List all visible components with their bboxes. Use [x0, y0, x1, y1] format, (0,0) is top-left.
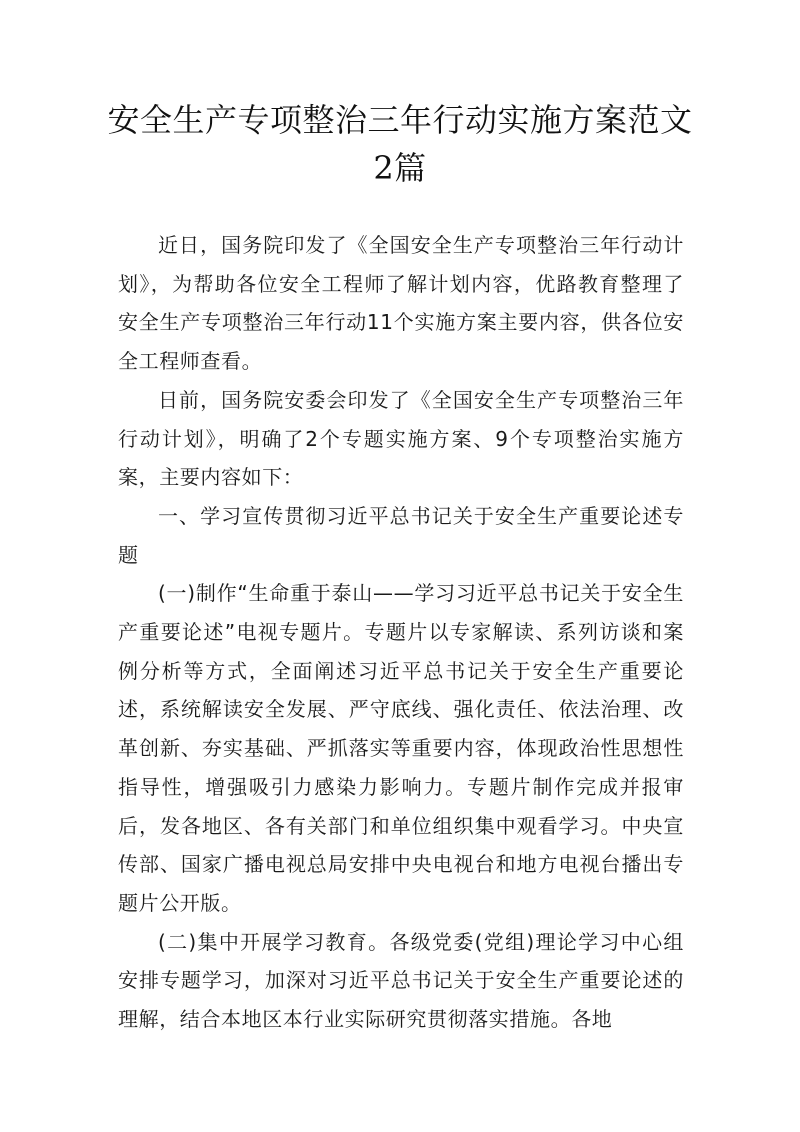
paragraph-overview: 日前，国务院安委会印发了《全国安全生产专项整治三年行动计划》，明确了2个专题实施方案、9个专项整治实施方案，主要内容如下：: [118, 387, 684, 490]
paragraph-intro: 近日，国务院印发了《全国安全生产专项整治三年行动计划》，为帮助各位安全工程师了解计划内容，优路教育整理了安全生产专项整治三年行动11个实施方案主要内容，供各位安全工程师查看。: [118, 233, 684, 374]
paragraph-item-2: (二)集中开展学习教育。各级党委(党组)理论学习中心组安排专题学习，加深对习近平总书记关于安全生产重要论述的理解，结合本地区本行业实际研究贯彻落实措施。各地: [118, 929, 684, 1032]
title-line-2: 2篇: [373, 149, 427, 187]
title-line-1: 安全生产专项整治三年行动实施方案范文: [107, 101, 693, 139]
paragraph-item-1: (一)制作“生命重于泰山——学习习近平总书记关于安全生产重要论述”电视专题片。专题片以专家解读、系列访谈和案例分析等方式，全面阐述习近平总书记关于安全生产重要论述，系统解读安全发展、严守底线、强化责任、依法治理、改革创新、夯实基础、严抓落实等重要内容，体现政治性思想性指导性，增强吸引力感染力影响力。专题片制作完成并报审后，发各地区、各有关部门和单位组织集中观看学习。中央宣传部、国家广播电视总局安排中央电视台和地方电视台播出专题片公开版。: [118, 581, 684, 915]
document-title: [100, 96, 700, 192]
document-body: [118, 226, 684, 1039]
section-heading-1: 一、学习宣传贯彻习近平总书记关于安全生产重要论述专题: [118, 503, 684, 567]
